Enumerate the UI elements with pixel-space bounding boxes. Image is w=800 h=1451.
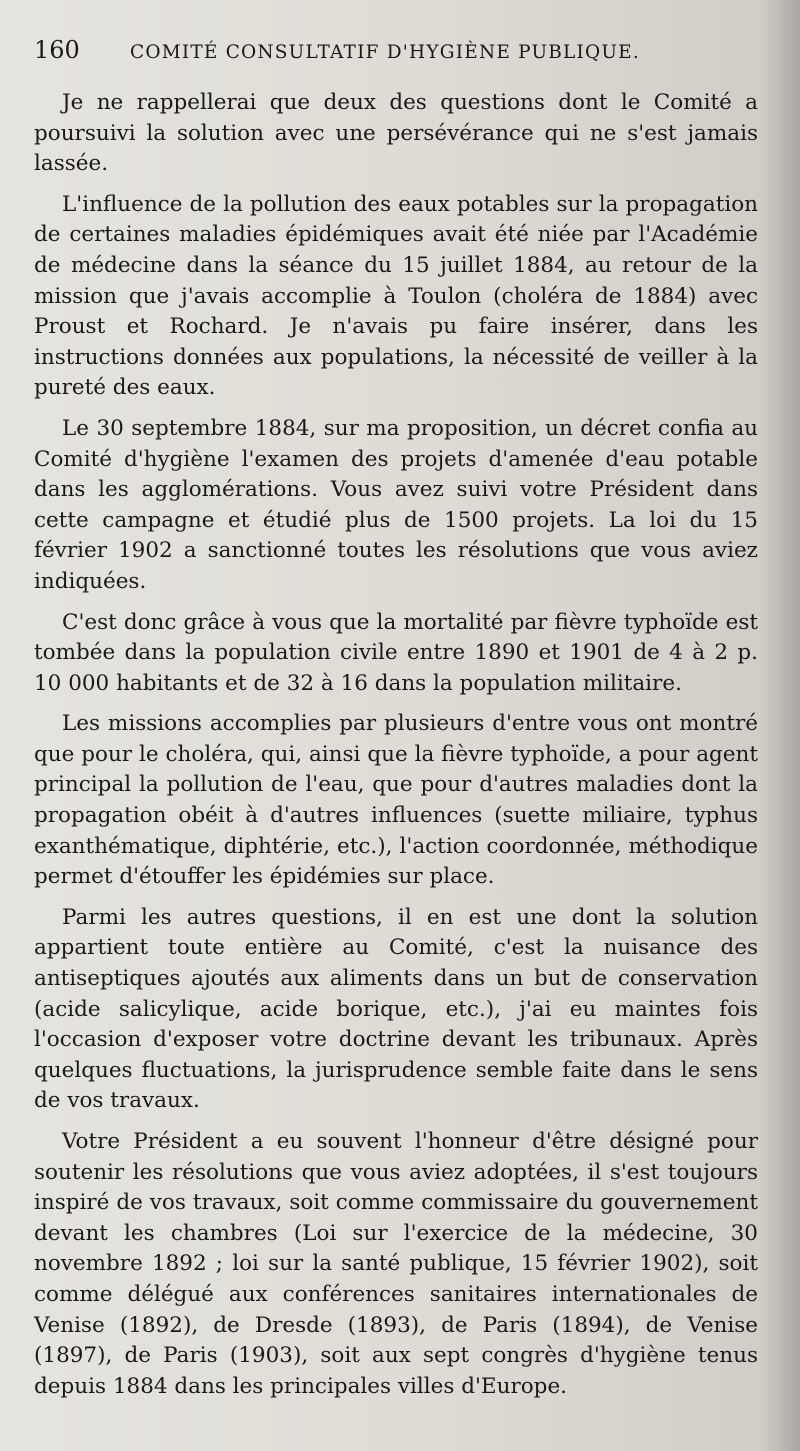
page-header: [34, 36, 758, 74]
paragraph-3: Le 30 septembre 1884, sur ma proposition, un décret confia au Comité d'hygiène l'examen des projets d'amenée d'eau potable dans les agglomérations. Vous avez suivi votre Président dans cette campagne et étudié plus de 1500 projets. La loi du 15 février 1902 a sanctionné toutes les résolutions que vous aviez indiquées.: [34, 415, 758, 594]
paragraph-6: Parmi les autres questions, il en est une dont la solution appartient toute entière au Comité, c'est la nuisance des antiseptiques ajoutés aux aliments dans un but de conservation (acide salicylique, acide borique, etc.), j'ai eu maintes fois l'occasion d'exposer votre doctrine devant les tribunaux. Après quelques fluctuations, la jurisprudence semble faite dans le sens de vos travaux.: [34, 904, 758, 1114]
paragraph-2: L'influence de la pollution des eaux potables sur la propagation de certaines maladies épidémiques avait été niée par l'Académie de médecine dans la séance du 15 juillet 1884, au retour de la mission que j'avais accomplie à Toulon (choléra de 1884) avec Proust et Rochard. Je n'avais pu faire insérer, dans les instructions données aux populations, la nécessité de veiller à la pureté des eaux.: [34, 191, 758, 401]
page-number: 160: [34, 36, 80, 64]
paragraph-7: Votre Président a eu souvent l'honneur d'être désigné pour soutenir les résolutions que vous aviez adoptées, il s'est toujours inspiré de vos travaux, soit comme commissaire du gouvernement devant les chambres (Loi sur l'exercice de la médecine, 30 novembre 1892 ; loi sur la santé publique, 15 février 1902), soit comme délégué aux conférences sanitaires internationales de Venise (1892), de Dresde (1893), de Paris (1894), de Venise (1897), de Paris (1903), soit aux sept congrès d'hygiène tenus depuis 1884 dans les principales villes d'Europe.: [34, 1129, 758, 1399]
paragraph-1: Je ne rappellerai que deux des questions dont le Comité a poursuivi la solution avec une persévérance qui ne s'est jamais lassée.: [34, 90, 758, 177]
body-text: [34, 88, 758, 1402]
paragraph-5: Les missions accomplies par plusieurs d'entre vous ont montré que pour le choléra, qui, ainsi que la fièvre typhoïde, a pour agent principal la pollution de l'eau, que pour d'autres maladies dont la propagation obéit à d'autres influences (suette miliaire, typhus exanthématique, diphtérie, etc.), l'action coordonnée, méthodique permet d'étouffer les épidémies sur place.: [34, 711, 758, 890]
running-title: COMITÉ CONSULTATIF D'HYGIÈNE PUBLIQUE.: [130, 42, 640, 63]
paragraph-4: C'est donc grâce à vous que la mortalité par fièvre typhoïde est tombée dans la population civile entre 1890 et 1901 de 4 à 2 p. 10 000 habitants et de 32 à 16 dans la population militaire.: [34, 609, 758, 696]
